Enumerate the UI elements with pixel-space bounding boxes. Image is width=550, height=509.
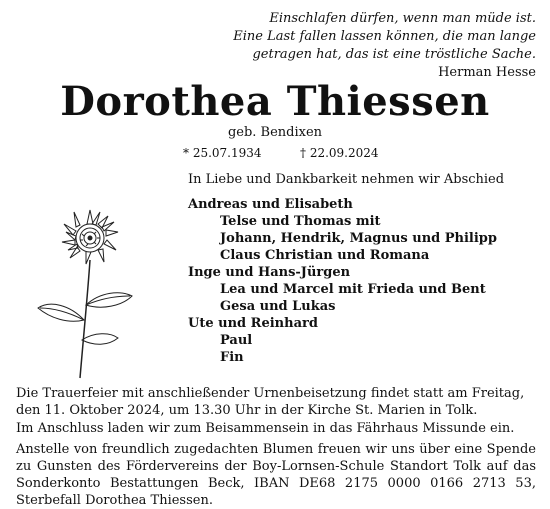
mourner-entry: Lea und Marcel mit Frieda und Bent [220,282,486,297]
mourner-entry: Andreas und Elisabeth [188,197,353,212]
mourner-entry: Paul [220,333,253,348]
gathering-details: Im Anschluss laden wir zum Beisammensein in das Fährhaus Missunde ein. [16,421,515,436]
hesse-quote [233,10,536,82]
mourner-entry: Gesa und Lukas [220,299,336,314]
mourner-entry: Ute und Reinhard [188,316,318,331]
mourners-list [188,196,497,366]
death-date: † 22.09.2024 [300,146,379,160]
sunflower-icon [30,200,140,380]
quote-line: Einschlafen dürfen, wenn man müde ist. [269,11,536,26]
deceased-name: Dorothea Thiessen [60,78,490,125]
mourner-entry: Claus Christian und Romana [220,248,430,263]
mourner-entry: Telse und Thomas mit [220,214,381,229]
quote-line: Eine Last fallen lassen können, die man lange [233,29,536,44]
donation-details: Anstelle von freundlich zugedachten Blumen freuen wir uns über eine Spende zu Gunsten des Fördervereins der Boy-Lornsen-Schule Standort Tolk auf das Sonderkonto Bestattungen Beck, IBAN DE68 2175 0000 0166 2713 53, Sterbefall Dorothea Thiessen. [16,442,536,508]
quote-author: Herman Hesse [438,65,536,80]
funeral-details: Die Trauerfeier mit anschließender Urnenbeisetzung findet statt am Freitag, den 11. Oktober 2024, um 13.30 Uhr in der Kirche St. Marien in Tolk. [16,386,525,418]
birth-date: * 25.07.1934 [183,146,262,160]
mourner-entry: Johann, Hendrik, Magnus und Philipp [220,231,497,246]
quote-line: getragen hat, das ist eine tröstliche Sache. [252,47,536,62]
farewell-intro: In Liebe und Dankbarkeit nehmen wir Abschied [188,172,505,187]
birth-name: geb. Bendixen [227,125,323,140]
mourner-entry: Inge und Hans-Jürgen [188,265,351,280]
mourner-entry: Fin [220,350,244,365]
